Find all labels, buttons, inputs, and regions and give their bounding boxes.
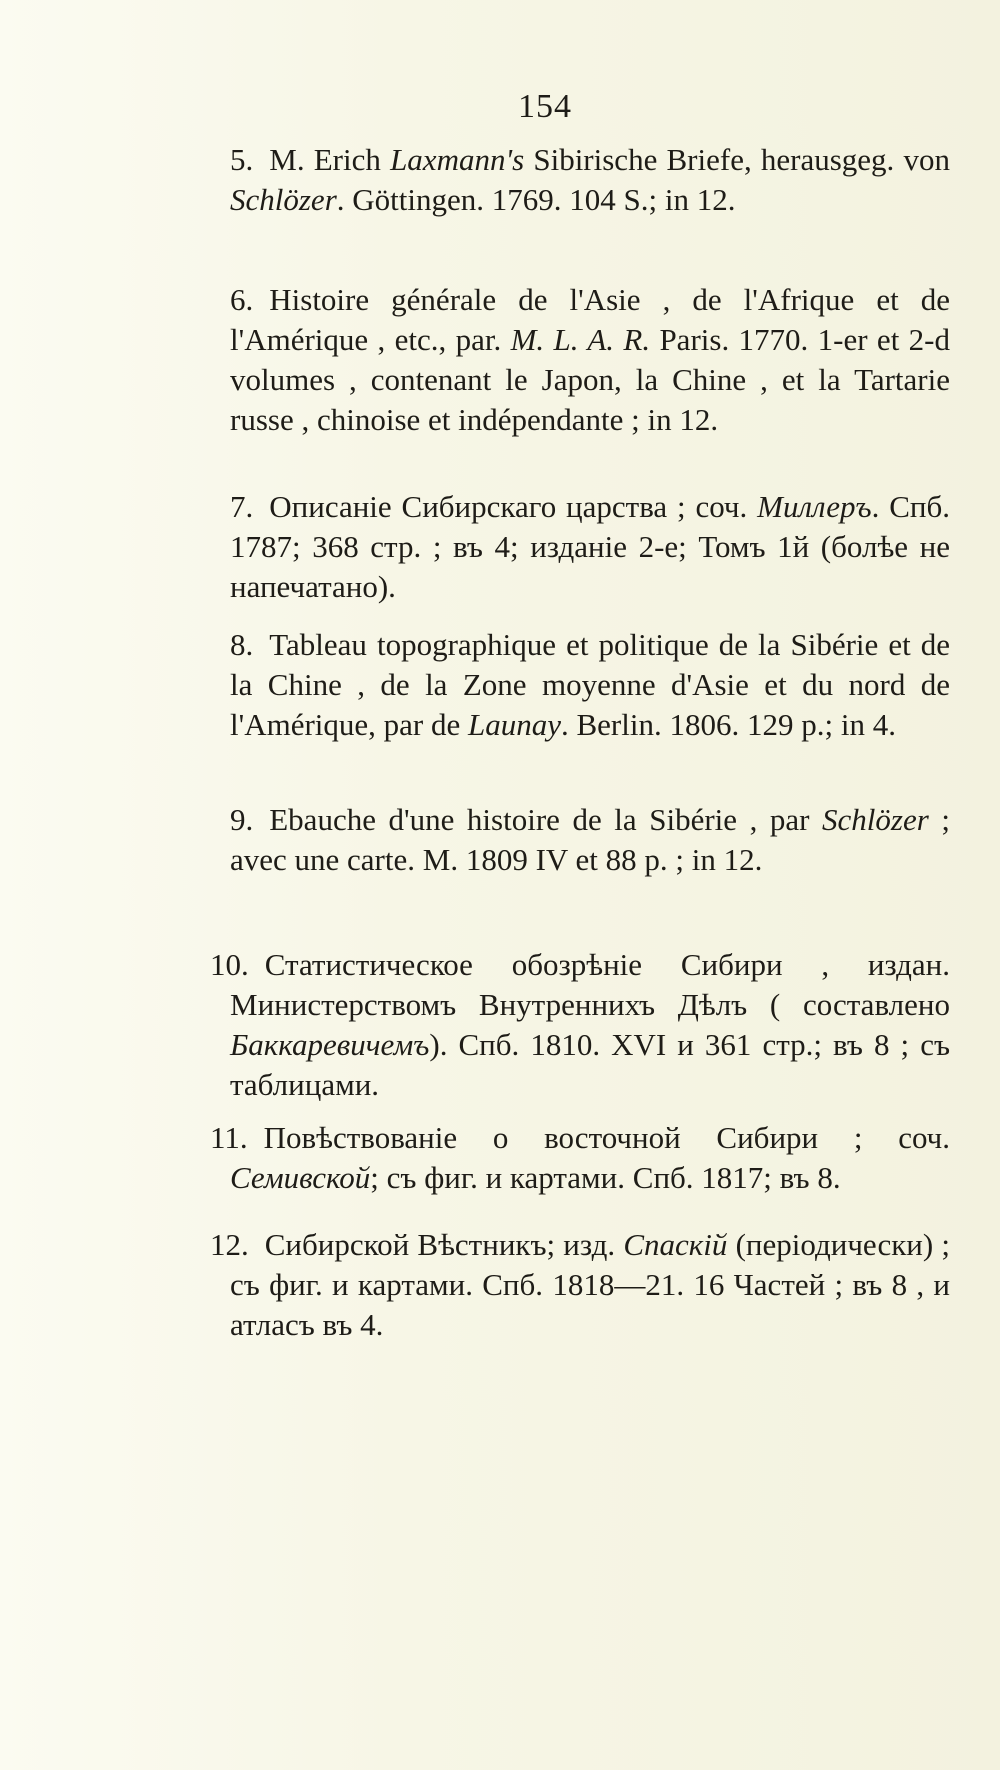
page-number: 154	[518, 88, 572, 125]
entry-number: 7.	[230, 489, 254, 524]
entry-text: . Berlin. 1806. 129 p.; in 4.	[561, 707, 896, 742]
entry-text: . Спб. 1787; 368 стр. ; въ 4; изданіе 2-е; Томъ 1й (болѣе не напечатано).	[230, 489, 950, 604]
bibliography-entry	[210, 1118, 950, 1198]
entry-number: 10.	[210, 947, 249, 982]
entry-text: Paris. 1770. 1-er et 2-d volumes , contenant le Japon, la Chine , et la Tartarie russe , chinoise et indépendante ; in 12.	[230, 322, 950, 437]
entry-text: Описаніе Сибирскаго царства ; соч.	[269, 489, 758, 524]
bibliography-entry	[230, 625, 950, 745]
entry-italic-text: M. L. A. R.	[510, 322, 651, 357]
entry-text: Сибирской Вѣстникъ; изд.	[264, 1227, 624, 1262]
entry-text: ). Спб. 1810. XVI и 361 стр.; въ 8 ; съ таблицами.	[230, 1027, 950, 1102]
bibliography-entry	[230, 487, 950, 607]
entry-text: M. Erich	[269, 142, 391, 177]
entry-text: Ebauche d'une histoire de la Sibérie , par	[269, 802, 823, 837]
entry-italic-text: Laxmann's	[390, 142, 525, 177]
entry-number: 9.	[230, 802, 254, 837]
entry-text: ; avec une carte. M. 1809 IV et 88 p. ; in 12.	[230, 802, 950, 877]
entry-number: 12.	[210, 1227, 249, 1262]
bibliography-entry	[230, 140, 950, 220]
entry-number: 8.	[230, 627, 254, 662]
entry-text: . Göttingen. 1769. 104 S.; in 12.	[336, 182, 736, 217]
entry-text: Повѣствованіе о восточной Сибири ; соч.	[263, 1120, 950, 1155]
bibliography-entry	[210, 945, 950, 1105]
entry-italic-text: Миллеръ	[757, 489, 872, 524]
bibliography-entry	[230, 280, 950, 440]
entry-italic-text: Schlözer	[230, 182, 337, 217]
entry-number: 11.	[210, 1120, 248, 1155]
bibliography-entry	[210, 1225, 950, 1345]
entry-italic-text: Launay	[468, 707, 561, 742]
entry-italic-text: Спаскій	[623, 1227, 728, 1262]
entry-text: (періодически) ; съ фиг. и картами. Спб. 1818—21. 16 Частей ; въ 8 , и атласъ въ 4.	[230, 1227, 950, 1342]
entry-number: 5.	[230, 142, 254, 177]
entry-text: Статистическое обозрѣніе Сибири , издан. Министерствомъ Внутреннихъ Дѣлъ ( составлено	[230, 947, 950, 1022]
entry-text: ; съ фиг. и картами. Спб. 1817; въ 8.	[370, 1160, 841, 1195]
entry-italic-text: Семивской	[230, 1160, 371, 1195]
entry-text: Sibirische Briefe, herausgeg. von	[524, 142, 950, 177]
bibliography-entry	[230, 800, 950, 880]
entry-italic-text: Баккаревичемъ	[230, 1027, 430, 1062]
entry-text: Tableau topographique et politique de la Sibérie et de la Chine , de la Zone moyenne d'Asie et du nord de l'Amérique, par de	[230, 627, 950, 742]
entry-italic-text: Schlözer	[822, 802, 929, 837]
entry-text: Histoire générale de l'Asie , de l'Afrique et de l'Amérique , etc., par.	[230, 282, 950, 357]
entry-number: 6.	[230, 282, 254, 317]
